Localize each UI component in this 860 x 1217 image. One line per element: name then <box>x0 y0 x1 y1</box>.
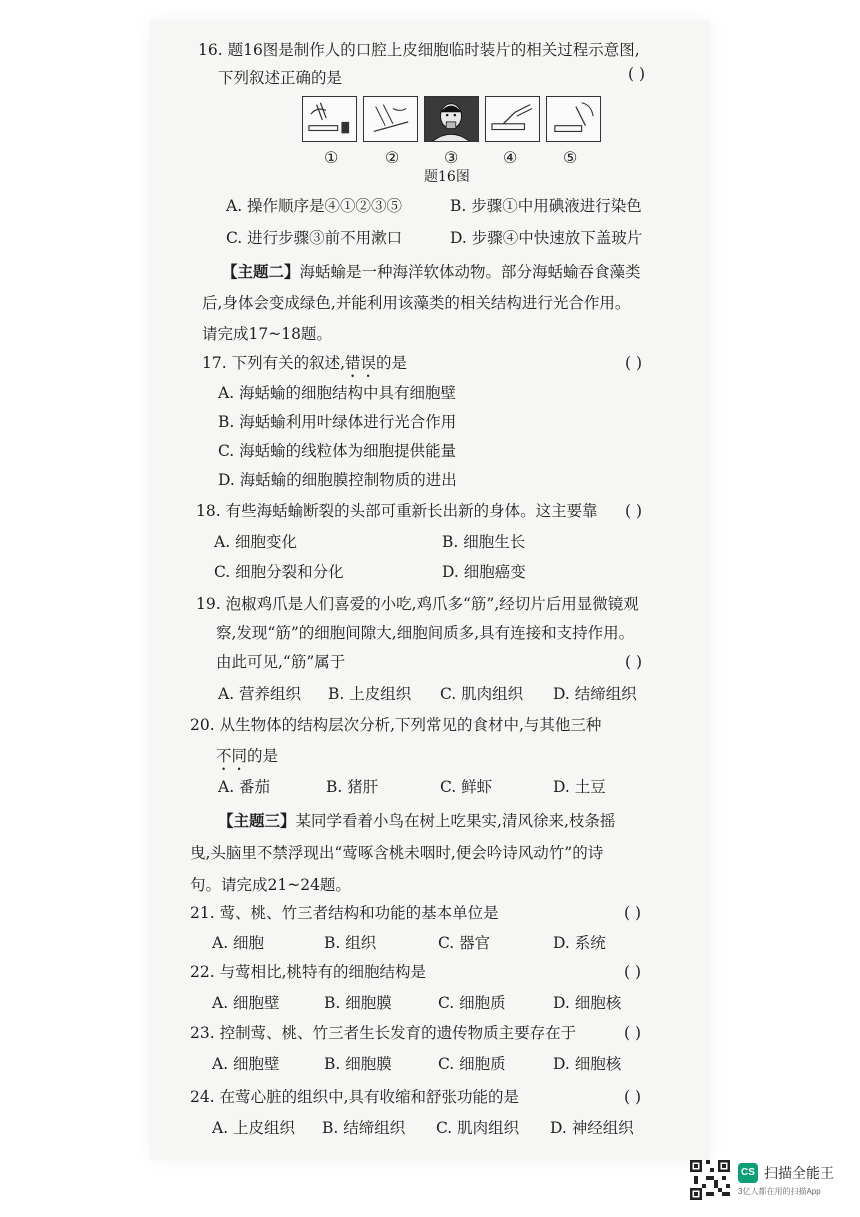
camscanner-logo-icon: CS <box>738 1163 758 1183</box>
figure-label-4: ④ <box>503 148 518 167</box>
q17-stem-emph: 错误 <box>345 354 377 372</box>
scrape-cells-illustration <box>364 97 417 141</box>
q17-option-d: D. 海蛞蝓的细胞膜控制物质的进出 <box>218 471 457 489</box>
q19-option-c: C. 肌肉组织 <box>440 685 524 703</box>
theme2-line2: 后,身体会变成绿色,并能利用该藻类的相关结构进行光合作用。 <box>202 294 631 312</box>
q23-stem: 23. 控制莺、桃、竹三者生长发育的遗传物质主要存在于 <box>190 1024 577 1042</box>
figure-caption: 题16图 <box>424 169 470 185</box>
person-rinsing-mouth-illustration <box>425 97 478 141</box>
q17-stem-post: 的是 <box>376 354 408 372</box>
theme3-line3: 句。请完成21~24题。 <box>190 876 351 894</box>
theme3-line1 <box>218 811 615 831</box>
app-tagline: 3亿人都在用的扫描App <box>738 1187 821 1196</box>
q16-option-c: C. 进行步骤③前不用漱口 <box>226 229 403 247</box>
blotting-paper-illustration <box>547 97 600 141</box>
q22-option-d: D. 细胞核 <box>553 994 622 1012</box>
q18-option-d: D. 细胞癌变 <box>442 563 526 581</box>
dropper-stain-illustration <box>303 97 356 141</box>
figure-panel-1 <box>302 96 357 142</box>
q24-option-d: D. 神经组织 <box>550 1119 634 1137</box>
q19-option-b: B. 上皮组织 <box>328 685 412 703</box>
q16-option-a: A. 操作顺序是④①②③⑤ <box>226 197 403 215</box>
q17-option-c: C. 海蛞蝓的线粒体为细胞提供能量 <box>218 442 457 460</box>
q16-answer-paren: ( ) <box>628 65 646 83</box>
q23-answer-paren: ( ) <box>624 1024 642 1042</box>
q18-option-c: C. 细胞分裂和分化 <box>214 563 344 581</box>
figure-label-1: ① <box>324 148 339 167</box>
q16-figure <box>302 96 602 142</box>
q17-option-b: B. 海蛞蝓利用叶绿体进行光合作用 <box>218 413 457 431</box>
q24-option-c: C. 肌肉组织 <box>436 1119 520 1137</box>
q16-stem-line2: 下列叙述正确的是 <box>218 69 343 87</box>
q18-option-b: B. 细胞生长 <box>442 533 526 551</box>
coverslip-illustration <box>486 97 539 141</box>
theme2-line3: 请完成17~18题。 <box>202 325 332 343</box>
figure-panel-2 <box>363 96 418 142</box>
q21-stem: 21. 莺、桃、竹三者结构和功能的基本单位是 <box>190 904 499 922</box>
q20-line2-post: 的是 <box>247 747 279 765</box>
theme2-line1 <box>222 262 641 282</box>
theme3-text1: 某同学看着小鸟在树上吃果实,清风徐来,枝条摇 <box>295 812 616 830</box>
q20-option-d: D. 土豆 <box>553 778 606 796</box>
q24-option-b: B. 结缔组织 <box>322 1119 406 1137</box>
q22-option-b: B. 细胞膜 <box>324 994 392 1012</box>
q21-option-d: D. 系统 <box>553 934 606 952</box>
q22-option-a: A. 细胞壁 <box>212 994 280 1012</box>
qr-code-icon <box>690 1160 730 1200</box>
q24-option-a: A. 上皮组织 <box>212 1119 296 1137</box>
q19-line2: 察,发现“筋”的细胞间隙大,细胞间质多,具有连接和支持作用。 <box>216 624 635 642</box>
q23-option-d: D. 细胞核 <box>553 1055 622 1073</box>
q22-answer-paren: ( ) <box>624 963 642 981</box>
q16-option-d: D. 步骤④中快速放下盖玻片 <box>450 229 643 247</box>
theme2-key: 【主题二】 <box>222 262 300 281</box>
q20-line1: 20. 从生物体的结构层次分析,下列常见的食材中,与其他三种 <box>190 716 602 734</box>
q23-option-a: A. 细胞壁 <box>212 1055 280 1073</box>
q22-option-c: C. 细胞质 <box>438 994 506 1012</box>
q19-option-d: D. 结缔组织 <box>553 685 637 703</box>
q20-line2-emph: 不同 <box>216 747 248 765</box>
theme3-key: 【主题三】 <box>218 811 296 830</box>
q20-line2 <box>216 746 278 774</box>
q23-option-b: B. 细胞膜 <box>324 1055 392 1073</box>
figure-panel-5 <box>546 96 601 142</box>
q18-stem: 18. 有些海蛞蝓断裂的头部可重新长出新的身体。这主要靠 <box>196 502 598 520</box>
q17-stem <box>202 353 407 381</box>
q21-option-c: C. 器官 <box>438 934 491 952</box>
q21-option-b: B. 组织 <box>324 934 377 952</box>
figure-panel-4 <box>485 96 540 142</box>
q20-option-b: B. 猪肝 <box>326 778 379 796</box>
q19-line3: 由此可见,“筋”属于 <box>216 653 346 671</box>
figure-label-3: ③ <box>444 148 459 167</box>
figure-label-5: ⑤ <box>563 148 578 167</box>
q24-stem: 24. 在莺心脏的组织中,具有收缩和舒张功能的是 <box>190 1088 520 1106</box>
q20-option-a: A. 番茄 <box>218 778 271 796</box>
q23-option-c: C. 细胞质 <box>438 1055 506 1073</box>
figure-label-2: ② <box>385 148 400 167</box>
q17-stem-pre: 17. 下列有关的叙述, <box>202 354 346 372</box>
q17-answer-paren: ( ) <box>625 354 643 372</box>
q19-option-a: A. 营养组织 <box>218 685 302 703</box>
q21-option-a: A. 细胞 <box>212 934 265 952</box>
q19-line1: 19. 泡椒鸡爪是人们喜爱的小吃,鸡爪多“筋”,经切片后用显微镜观 <box>196 595 639 613</box>
q16-stem-line1: 16. 题16图是制作人的口腔上皮细胞临时装片的相关过程示意图, <box>198 41 640 59</box>
q22-stem: 22. 与莺相比,桃特有的细胞结构是 <box>190 963 427 981</box>
figure-panel-3 <box>424 96 479 142</box>
q19-answer-paren: ( ) <box>625 653 643 671</box>
q18-answer-paren: ( ) <box>625 502 643 520</box>
app-name: 扫描全能王 <box>764 1165 834 1181</box>
q21-answer-paren: ( ) <box>624 904 642 922</box>
q24-answer-paren: ( ) <box>624 1088 642 1106</box>
q16-option-b: B. 步骤①中用碘液进行染色 <box>450 197 642 215</box>
q20-option-c: C. 鲜虾 <box>440 778 493 796</box>
q18-option-a: A. 细胞变化 <box>214 533 298 551</box>
theme3-line2: 曳,头脑里不禁浮现出“莺啄含桃未咽时,便会吟诗风动竹”的诗 <box>190 844 604 862</box>
q17-option-a: A. 海蛞蝓的细胞结构中具有细胞壁 <box>218 384 457 402</box>
theme2-text1: 海蛞蝓是一种海洋软体动物。部分海蛞蝓吞食藻类 <box>299 263 641 281</box>
